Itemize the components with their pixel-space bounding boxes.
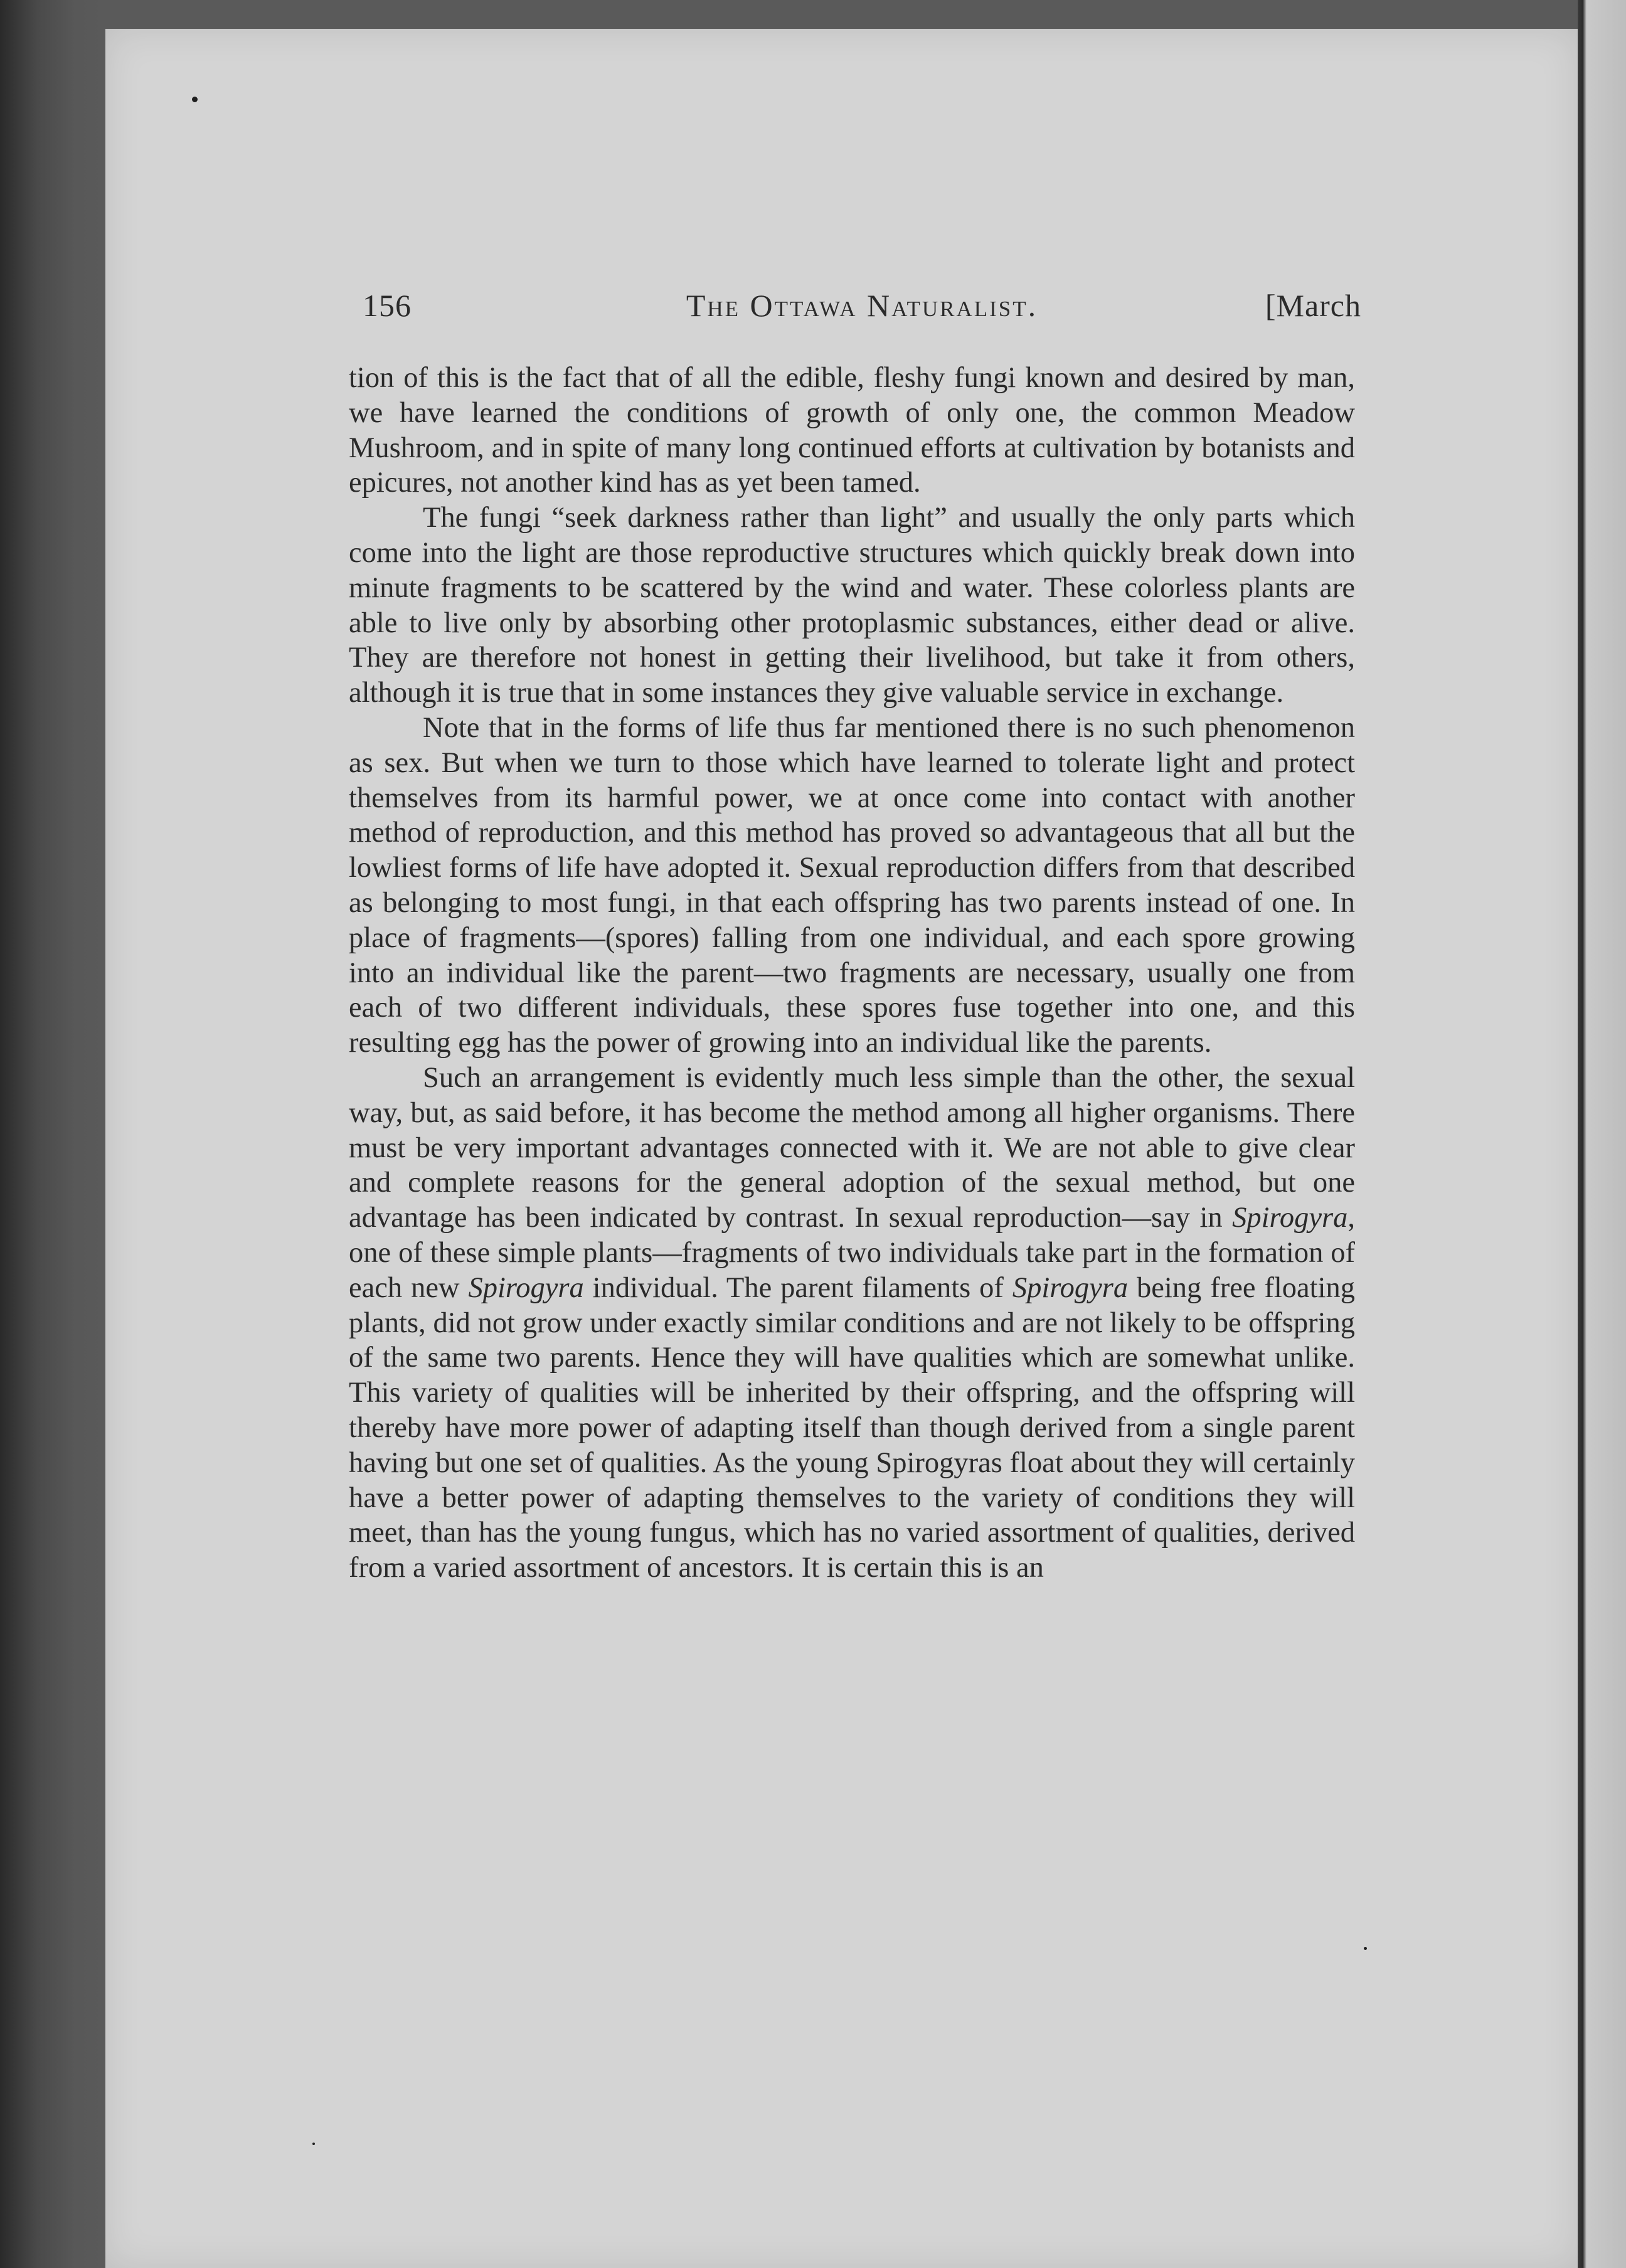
ink-speck [312, 2143, 315, 2145]
text-run: tion of this is the fact that of all the edible, fleshy fungi known and desired by man, we have learned the conditions of growth of only one, the common Meadow Mushroom, and in spite of many long continued efforts at cultivation by botanists and epicures, not another kind has as yet been tamed. [349, 362, 1355, 499]
page-number: 156 [363, 288, 412, 323]
facing-page-edge [1578, 0, 1626, 2268]
text-run: individual. The parent filaments of [583, 1271, 1012, 1304]
text-run: , one of these simple plants—fragments of two individuals take part in the formation of each new [349, 1202, 1355, 1304]
journal-title: The Ottawa Naturalist. [686, 288, 1038, 323]
running-head [363, 287, 1361, 337]
italic-term: Spirogyra [468, 1271, 584, 1304]
italic-term: Spirogyra [1232, 1202, 1348, 1234]
paragraph-p4 [349, 1061, 1355, 1586]
italic-term: Spirogyra [1012, 1271, 1129, 1304]
text-run: being free floating plants, did not grow under exactly similar conditions and are not likely to be offspring of the same two parents. Hence they will have qualities which are somewhat unlike. This variety of qualities will be inherited by their offspring, and the offspring will thereby have more power of adapting itself than though derived from a single parent having but one set of qualities. As the young Spirogyras float about they will certainly have a better power of adapting themselves to the variety of conditions they will meet, than has the young fungus, which has no varied assortment of qualities, derived from a varied assortment of ancestors. It is certain this is an [349, 1271, 1356, 1584]
text-run: The fungi “seek darkness rather than light” and usually the only parts which come into the light are those reproductive structures which quickly break down into minute fragments to be scattered by the wind and water. These colorless plants are able to live only by absorbing other protoplasmic substances, either dead or alive. They are therefore not honest in getting their livelihood, but take it from others, although it is true that in some instances they give valuable service in exchange. [349, 502, 1355, 709]
text-run: Such an arrangement is evidently much less simple than the other, the sexual way, but, as said before, it has become the method among all higher organisms. There must be very important advantages connected with it. We are not able to give clear and complete reasons for the general adoption of the sexual method, but one advantage has been indicated by contrast. In sexual reproduction—say in [349, 1061, 1355, 1234]
paragraph-p1 [349, 361, 1355, 501]
text-run: Note that in the forms of life thus far mentioned there is no such phenomenon as sex. But when we turn to those which have learned to tolerate light and protect themselves from its harmful power, we at once come into contact with another method of reproduction, and this method has proved so advantageous that all but the lowliest forms of life have adopted it. Sexual reproduction differs from that described as belonging to most fungi, in that each offspring has two parents instead of one. In place of fragments—(spores) falling from one individual, and each spore growing into an individual like the parent—two fragments are necessary, usually one from each of two different individuals, these spores fuse together into one, and this resulting egg has the power of growing into an individual like the parents. [349, 711, 1355, 1059]
issue-month: [March [1265, 288, 1361, 323]
article-body [349, 361, 1355, 1586]
ink-speck [1364, 1947, 1367, 1950]
paragraph-p2 [349, 501, 1355, 711]
ink-speck [192, 97, 198, 102]
paragraph-p3 [349, 711, 1355, 1061]
